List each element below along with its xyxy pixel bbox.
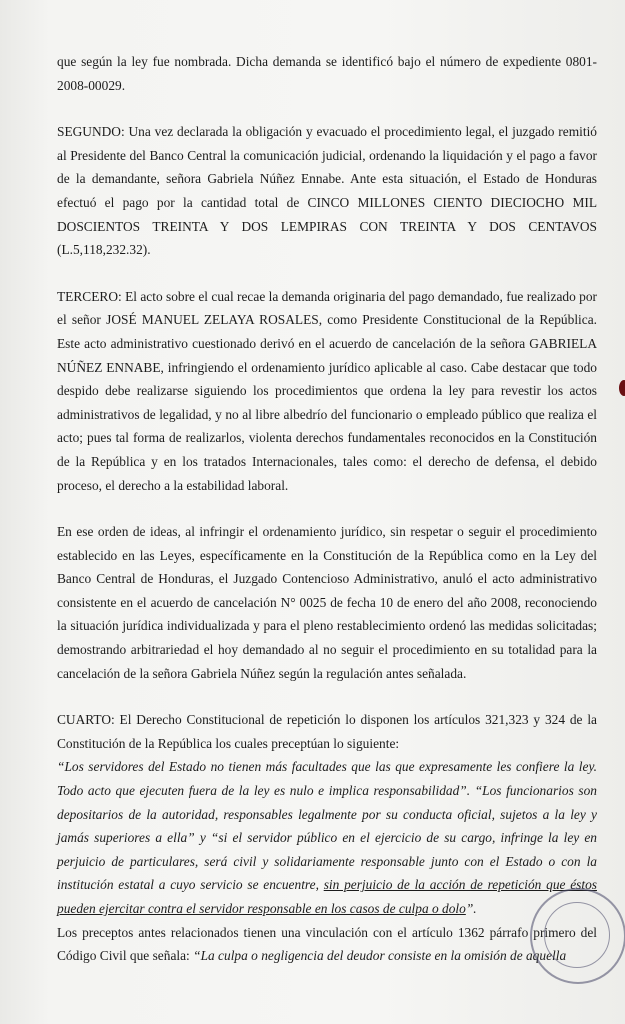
quote-end: ”. [465, 901, 477, 916]
paragraph-cuarto: CUARTO: El Derecho Constitucional de repetición lo disponen los artículos 321,323 y 324 de la Constitución de la República los cuales preceptúan lo siguiente: [57, 712, 597, 751]
paragraph-tercero: TERCERO: El acto sobre el cual recae la demanda originaria del pago demandado, fue realizado por el señor JOSÉ MANUEL ZELAYA ROSALES, como Presidente Constitucional de la República. Este acto administrativo cuestionado derivó en el acuerdo de cancelación de la señora GABRIELA NÚÑEZ ENNABE, infringiendo el ordenamiento jurídico aplicable al caso. Cabe destacar que todo despido debe realizarse siguiendo los procedimientos que ordena la ley para revestir los actos administrativos de legalidad, y no al libre albedrío del funcionario o empleado público que realiza el acto; pues tal forma de realizarlos, violenta derechos fundamentales reconocidos en la Constitución de la República y en los tratados Internacionales, tales como: el derecho de defensa, el debido proceso, el derecho a la estabilidad laboral. [57, 288, 597, 493]
underlined-quote: sin perjuicio de la acción de repetición que éstos pueden ejercitar contra el servidor responsable en los casos de culpa o dolo [57, 877, 597, 916]
paragraph-codigo-civil [57, 921, 597, 968]
punch-hole [619, 380, 625, 396]
paragraph-segundo: SEGUNDO: Una vez declarada la obligación y evacuado el procedimiento legal, el juzgado remitió al Presidente del Banco Central la comunicación judicial, ordenando la liquidación y el pago a favor de la demandante, señora Gabriela Núñez Ennabe. Ante esta situación, el Estado de Honduras efectuó el pago por la cantidad total de CINCO MILLONES CIENTO DIECIOCHO MIL DOSCIENTOS TREINTA Y DOS LEMPIRAS CON TREINTA Y DOS CENTAVOS (L.5,118,232.32). [57, 124, 597, 258]
official-stamp [530, 888, 625, 984]
quote-text: “Los servidores del Estado no tienen más facultades que las que expresamente les confiere la ley. Todo acto que ejecuten fuera de la ley es nulo e implica responsabilidad”. “Los funcionarios son depositarios de la autoridad, responsables legalmente por su conducta oficial, sujetos a la ley y jamás superiores a ella” y “si el servidor público en el ejercicio de su cargo, infringe la ley en perjuicio de particulares, será civil y solidariamente responsable junto con el Estado o con la institución estatal a cuyo servicio se encuentre, [57, 759, 597, 893]
paragraph-constitutional-quote [57, 755, 597, 920]
codigo-civil-quote: “La culpa o negligencia del deudor consiste en la omisión de aquella [193, 948, 567, 964]
paragraph-orden-de-ideas: En ese orden de ideas, al infringir el ordenamiento jurídico, sin respetar o seguir el procedimiento establecido en las Leyes, específicamente en la Constitución de la República como en la Ley del Banco Central de Honduras, el Juzgado Contencioso Administrativo, anuló el acto administrativo consistente en el acuerdo de cancelación N° 0025 de fecha 10 de enero del año 2008, reconociendo la situación jurídica individualizada y para el pleno restablecimiento ordenó las medidas solicitadas; demostrando arbitrariedad el hoy demandado al no seguir el procedimiento en su totalidad para la cancelación de la señora Gabriela Núñez según la regulación antes señalada. [57, 524, 597, 681]
paragraph-expediente: que según la ley fue nombrada. Dicha demanda se identificó bajo el número de expediente 0801-2008-00029. [57, 54, 597, 93]
document-body [57, 50, 597, 968]
codigo-civil-text: Los preceptos antes relacionados tienen una vinculación con el artículo 1362 párrafo primero del Código Civil que señala: [57, 924, 597, 964]
